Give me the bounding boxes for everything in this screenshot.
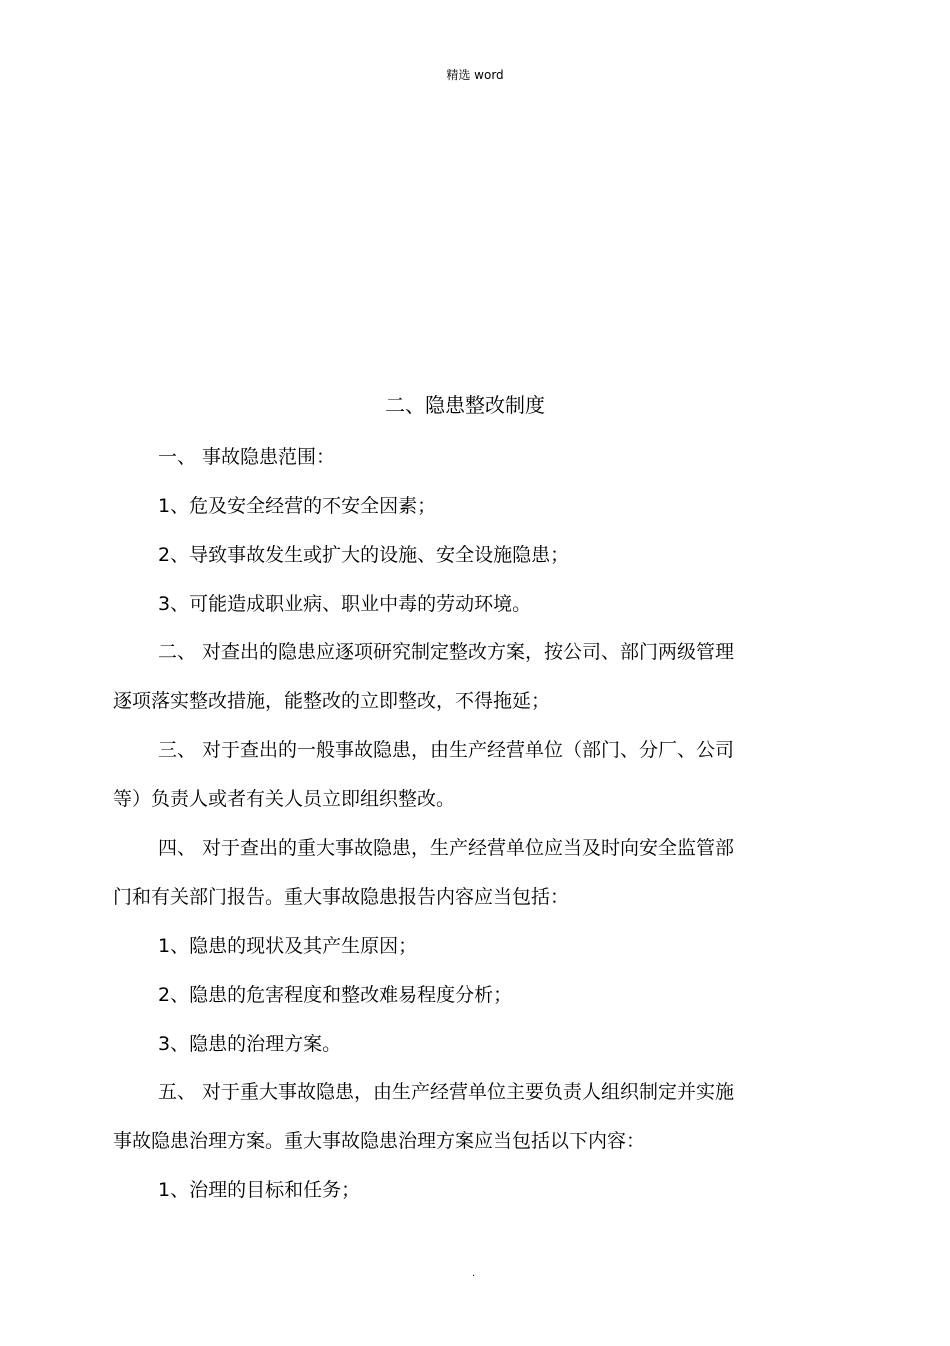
paragraph-line: 3、可能造成职业病、职业中毒的劳动环境。	[158, 593, 532, 615]
paragraph-line: 四、 对于查出的重大事故隐患，生产经营单位应当及时向安全监管部	[158, 837, 735, 859]
paragraph-line: 五、 对于重大事故隐患，由生产经营单位主要负责人组织制定并实施	[158, 1081, 735, 1103]
paragraph-line: 2、隐患的危害程度和整改难易程度分析；	[158, 984, 513, 1006]
paragraph-line: 3、隐患的治理方案。	[158, 1033, 342, 1055]
paragraph-line: 1、隐患的现状及其产生原因；	[158, 935, 418, 957]
paragraph-line: 事故隐患治理方案。重大事故隐患治理方案应当包括以下内容：	[113, 1130, 646, 1152]
page-header: 精选 word	[446, 68, 504, 82]
paragraph-line: 1、危及安全经营的不安全因素；	[158, 495, 437, 517]
paragraph-line: 1、治理的目标和任务；	[158, 1179, 361, 1201]
paragraph-line: 2、导致事故发生或扩大的设施、安全设施隐患；	[158, 544, 570, 566]
paragraph-line: 等）负责人或者有关人员立即组织整改。	[113, 788, 456, 810]
paragraph-line: 三、 对于查出的一般事故隐患，由生产经营单位（部门、分厂、公司	[158, 739, 735, 761]
paragraph-line: 二、 对查出的隐患应逐项研究制定整改方案，按公司、部门两级管理	[158, 641, 735, 663]
document-title: 二、隐患整改制度	[385, 393, 545, 417]
paragraph-line: 门和有关部门报告。重大事故隐患报告内容应当包括：	[113, 886, 570, 908]
footer-mark: .	[472, 1268, 476, 1279]
paragraph-line: 逐项落实整改措施，能整改的立即整改，不得拖延；	[113, 690, 551, 712]
paragraph-line: 一、 事故隐患范围：	[158, 446, 336, 468]
